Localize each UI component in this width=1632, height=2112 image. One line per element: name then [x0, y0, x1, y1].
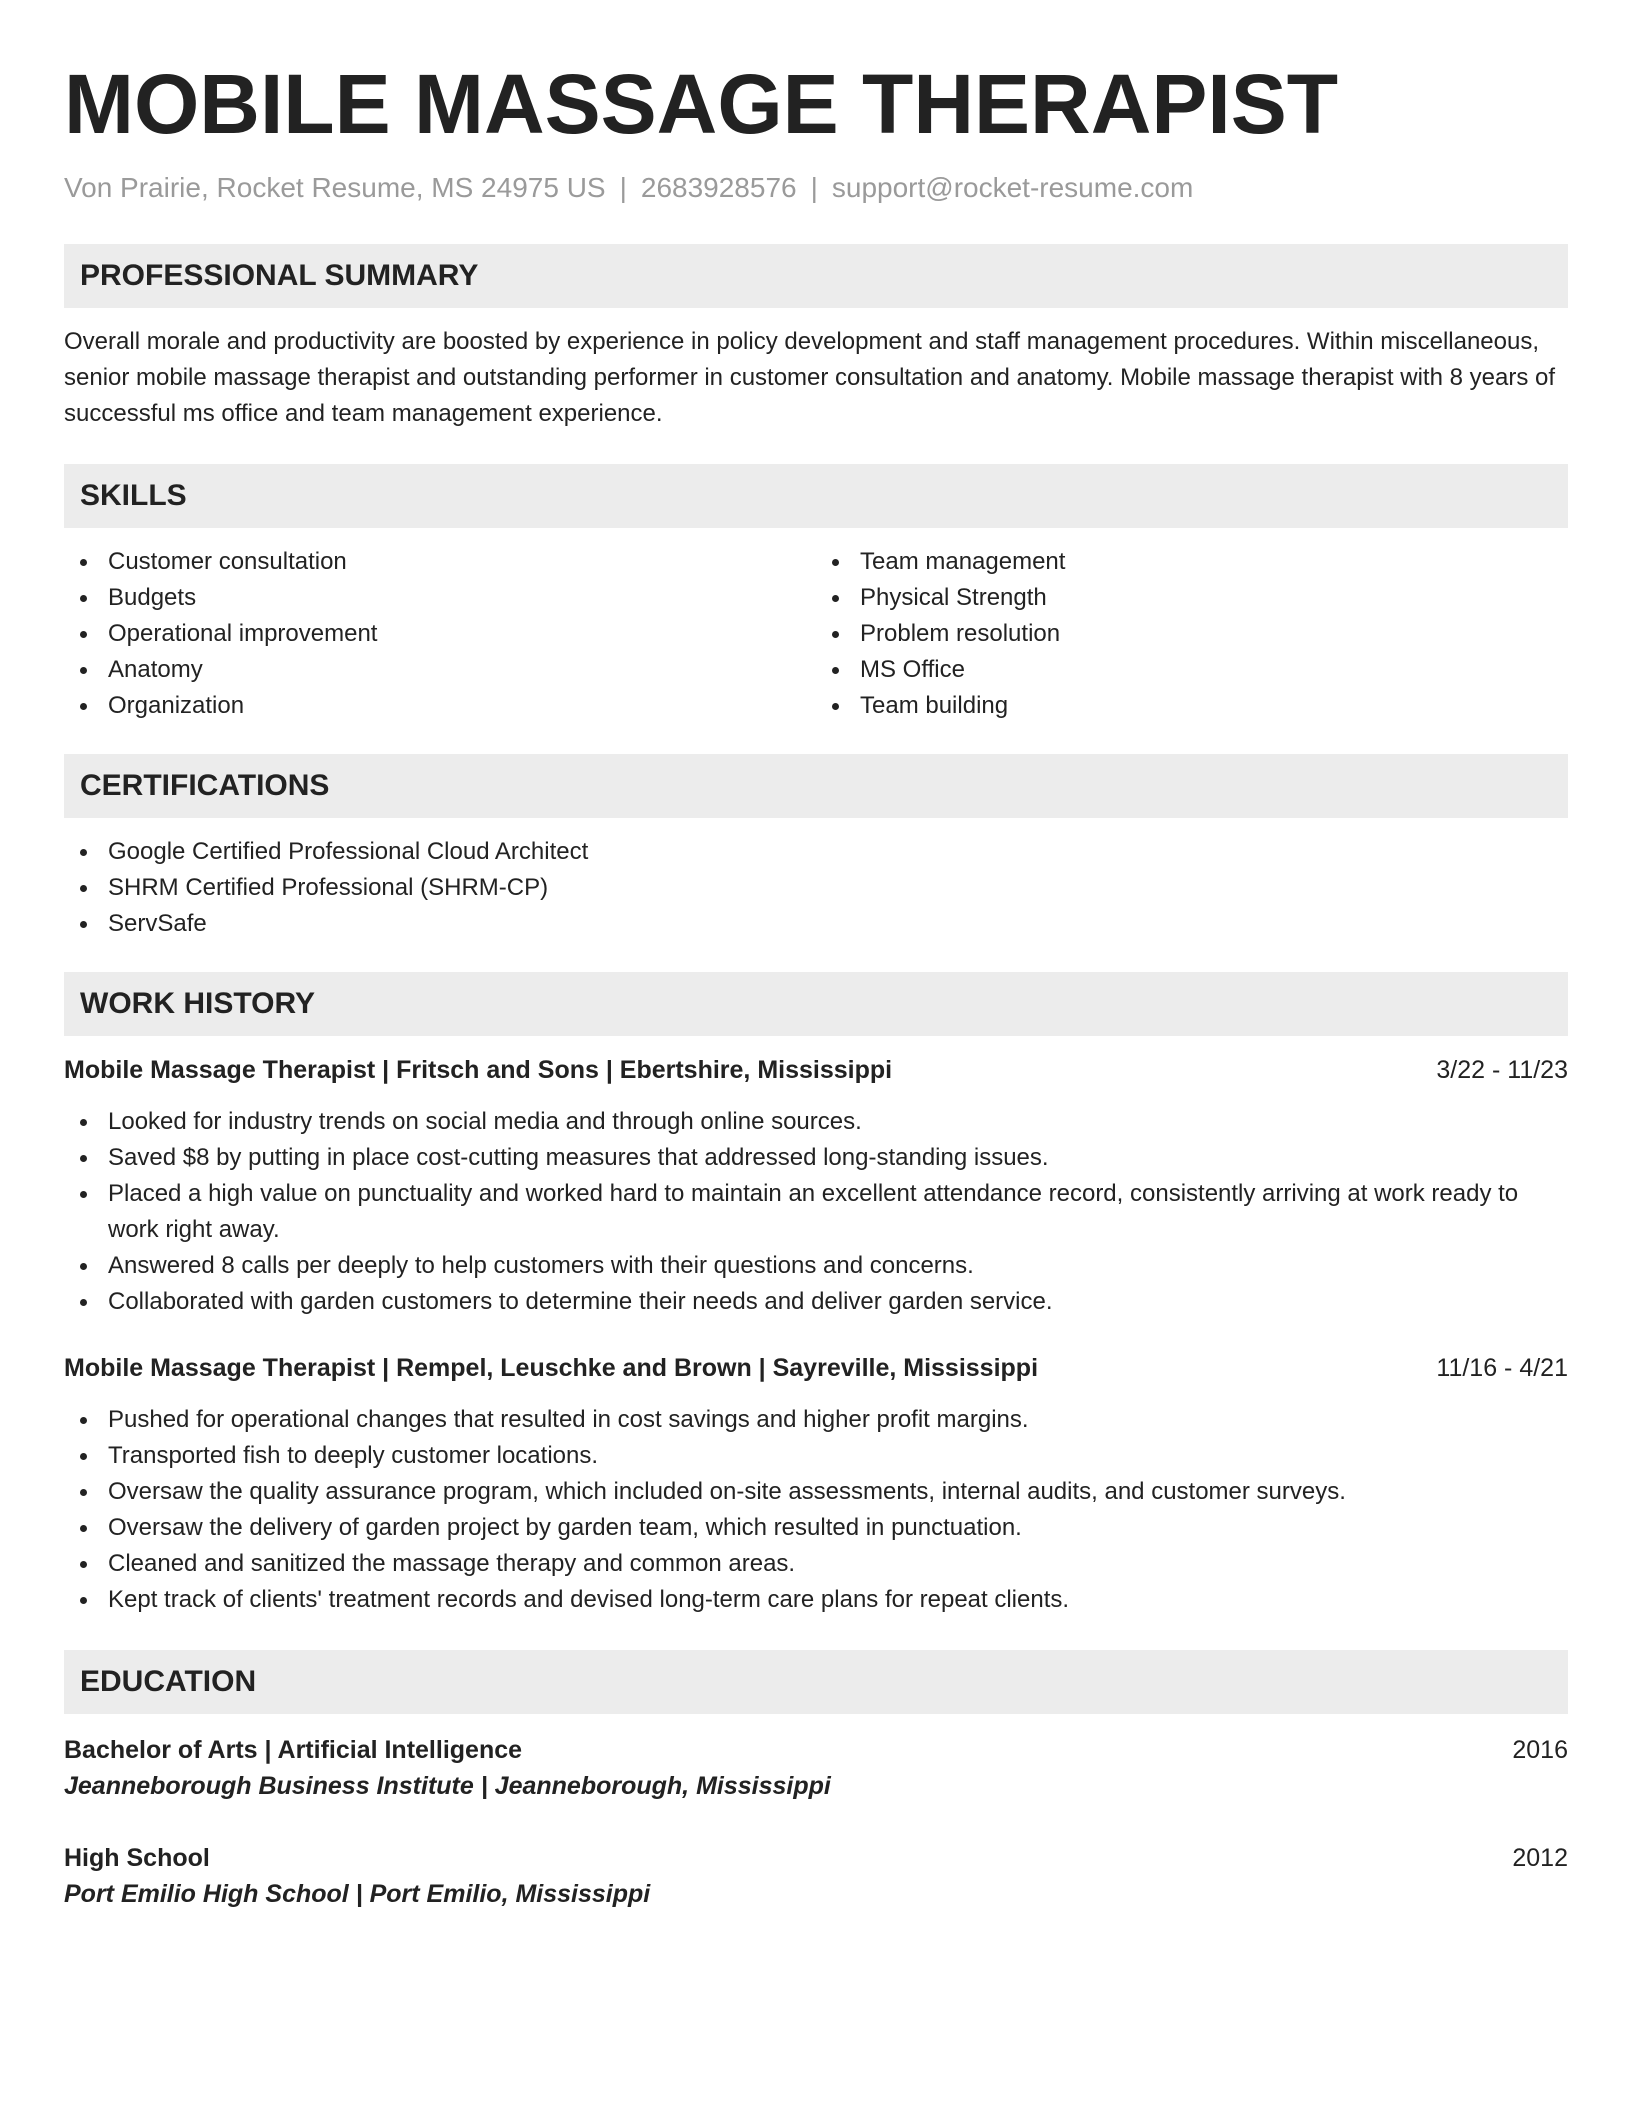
skills-section	[64, 464, 1568, 724]
skills-list-left	[64, 544, 816, 724]
certifications-heading: CERTIFICATIONS	[64, 754, 1568, 818]
education-school: Jeanneborough Business Institute | Jeanneborough, Mississippi	[64, 1772, 831, 1800]
job-title: Mobile Massage Therapist | Rempel, Leuschke and Brown | Sayreville, Mississippi	[64, 1354, 1039, 1382]
certification-item: SHRM Certified Professional (SHRM-CP)	[64, 870, 1568, 906]
job-bullet: Answered 8 calls per deeply to help customers with their questions and concerns.	[64, 1248, 1568, 1284]
job-bullets	[64, 1104, 1568, 1320]
certifications-list	[64, 834, 1568, 942]
summary-heading: PROFESSIONAL SUMMARY	[64, 244, 1568, 308]
education-degree: Bachelor of Arts | Artificial Intelligence	[64, 1736, 523, 1764]
education-year: 2012	[1512, 1844, 1568, 1872]
job-bullet: Placed a high value on punctuality and worked hard to maintain an excellent attendance record, consistently arriving at work ready to work right away.	[64, 1176, 1568, 1248]
skills-list-right	[816, 544, 1568, 724]
skill-item: Problem resolution	[816, 616, 1568, 652]
job-header	[64, 1350, 1568, 1386]
job-bullets	[64, 1402, 1568, 1618]
candidate-name: MOBILE MASSAGE THERAPIST	[64, 57, 1339, 151]
education-section	[64, 1650, 1568, 1912]
education-entry	[64, 1732, 1568, 1804]
job-bullet: Oversaw the quality assurance program, which included on-site assessments, internal audits, and customer surveys.	[64, 1474, 1568, 1510]
skill-item: Anatomy	[64, 652, 816, 688]
work-history-section	[64, 972, 1568, 1618]
skill-item: MS Office	[816, 652, 1568, 688]
certification-item: ServSafe	[64, 906, 1568, 942]
contact-separator: |	[810, 172, 818, 203]
job-bullet: Collaborated with garden customers to determine their needs and deliver garden service.	[64, 1284, 1568, 1320]
skill-item: Organization	[64, 688, 816, 724]
job-bullet: Saved $8 by putting in place cost-cutting measures that addressed long-standing issues.	[64, 1140, 1568, 1176]
education-heading: EDUCATION	[64, 1650, 1568, 1714]
skill-item: Operational improvement	[64, 616, 816, 652]
job-header	[64, 1052, 1568, 1088]
job-dates: 11/16 - 4/21	[1436, 1354, 1568, 1382]
contact-address: Von Prairie, Rocket Resume, MS 24975 US	[64, 172, 606, 203]
work-history-heading: WORK HISTORY	[64, 972, 1568, 1036]
job-bullet: Oversaw the delivery of garden project by garden team, which resulted in punctuation.	[64, 1510, 1568, 1546]
job-title: Mobile Massage Therapist | Fritsch and Sons | Ebertshire, Mississippi	[64, 1056, 893, 1084]
job-bullet: Kept track of clients' treatment records and devised long-term care plans for repeat clients.	[64, 1582, 1568, 1618]
skills-heading: SKILLS	[64, 464, 1568, 528]
education-degree: High School	[64, 1844, 210, 1872]
job-bullet: Looked for industry trends on social media and through online sources.	[64, 1104, 1568, 1140]
job-entry	[64, 1052, 1568, 1320]
education-entry	[64, 1840, 1568, 1912]
summary-section	[64, 244, 1568, 432]
contact-separator: |	[619, 172, 627, 203]
job-dates: 3/22 - 11/23	[1436, 1056, 1568, 1084]
summary-text: Overall morale and productivity are boosted by experience in policy development and staff management procedures. Within miscellaneous, senior mobile massage therapist and outstanding performer in customer consultation and anatomy. Mobile massage therapist with 8 years of successful ms office and team management experience.	[64, 328, 1555, 427]
education-school: Port Emilio High School | Port Emilio, Mississippi	[64, 1880, 651, 1908]
contact-phone: 2683928576	[640, 172, 797, 203]
education-header	[64, 1840, 1568, 1876]
skill-item: Team management	[816, 544, 1568, 580]
job-bullet: Pushed for operational changes that resulted in cost savings and higher profit margins.	[64, 1402, 1568, 1438]
skills-grid	[64, 528, 1568, 724]
certifications-section	[64, 754, 1568, 942]
skill-item: Team building	[816, 688, 1568, 724]
job-entry	[64, 1350, 1568, 1618]
contact-line	[64, 170, 1568, 206]
skill-item: Customer consultation	[64, 544, 816, 580]
education-year: 2016	[1512, 1736, 1568, 1764]
skill-item: Physical Strength	[816, 580, 1568, 616]
job-bullet: Cleaned and sanitized the massage therapy and common areas.	[64, 1546, 1568, 1582]
job-bullet: Transported fish to deeply customer locations.	[64, 1438, 1568, 1474]
skill-item: Budgets	[64, 580, 816, 616]
education-header	[64, 1732, 1568, 1768]
certification-item: Google Certified Professional Cloud Architect	[64, 834, 1568, 870]
contact-email: support@rocket-resume.com	[831, 172, 1194, 203]
